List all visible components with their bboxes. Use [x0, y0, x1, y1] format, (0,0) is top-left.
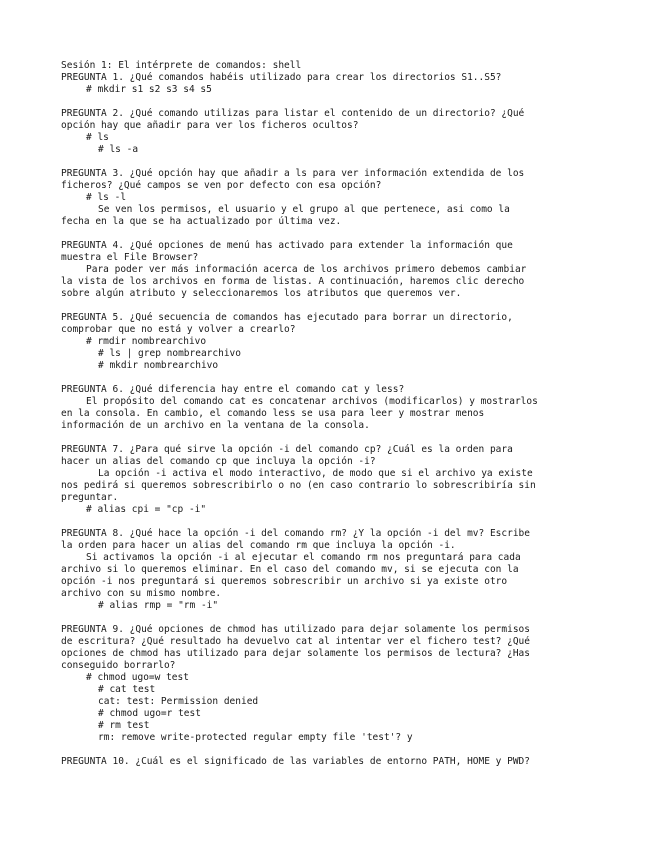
- command-line: # mkdir nombrearchivo: [98, 360, 219, 371]
- command-output: rm: remove write-protected regular empty file 'test'? y: [98, 732, 413, 743]
- question-9: [61, 624, 621, 744]
- question-1: [61, 72, 621, 96]
- command-line: # rmdir nombrearchivo: [86, 336, 207, 347]
- question-title: PREGUNTA 9. ¿Qué opciones de chmod has utilizado para dejar solamente los permisos: [61, 624, 530, 635]
- answer-text: en la consola. En cambio, el comando less se usa para leer y mostrar menos: [61, 408, 485, 419]
- question-title: PREGUNTA 6. ¿Qué diferencia hay entre el comando cat y less?: [61, 384, 405, 395]
- command-line: # ls -l: [86, 192, 127, 203]
- answer-text: Para poder ver más información acerca de los archivos primero debemos cambiar: [86, 264, 527, 275]
- answer-text: Si activamos la opción -i al ejecutar el comando rm nos preguntará para cada: [86, 552, 521, 563]
- command-line: # alias cpi = "cp -i": [86, 504, 207, 515]
- question-title: PREGUNTA 4. ¿Qué opciones de menú has activado para extender la información que: [61, 240, 513, 251]
- question-title: comprobar que no está y volver a crearlo?: [61, 324, 296, 335]
- question-title: opciones de chmod has utilizado para dejar solamente los permisos de lectura? ¿Has: [61, 648, 530, 659]
- question-title: ficheros? ¿Qué campos se ven por defecto con esa opción?: [61, 180, 382, 191]
- command-line: # cat test: [98, 684, 156, 695]
- question-title: hacer un alias del comando cp que incluya la opción -i?: [61, 456, 376, 467]
- page-header: Sesión 1: El intérprete de comandos: shell: [61, 60, 302, 71]
- question-title: PREGUNTA 7. ¿Para qué sirve la opción -i del comando cp? ¿Cuál es la orden para: [61, 444, 513, 455]
- question-title: muestra el File Browser?: [61, 252, 199, 263]
- question-title: PREGUNTA 3. ¿Qué opción hay que añadir a ls para ver información extendida de los: [61, 168, 525, 179]
- question-3: [61, 168, 621, 228]
- question-title: la orden para hacer un alias del comando rm que incluya la opción -i.: [61, 540, 456, 551]
- question-title: PREGUNTA 1. ¿Qué comandos habéis utilizado para crear los directorios S1..S5?: [61, 72, 502, 83]
- question-title: PREGUNTA 2. ¿Qué comando utilizas para listar el contenido de un directorio? ¿Qué: [61, 108, 525, 119]
- question-8: [61, 528, 621, 612]
- command-line: # ls: [86, 132, 109, 143]
- question-7: [61, 444, 621, 516]
- answer-text: La opción -i activa el modo interactivo, de modo que si el archivo ya existe: [98, 468, 533, 479]
- question-title: PREGUNTA 5. ¿Qué secuencia de comandos has ejecutado para borrar un directorio,: [61, 312, 513, 323]
- command-line: # mkdir s1 s2 s3 s4 s5: [86, 84, 212, 95]
- question-title: PREGUNTA 10. ¿Cuál es el significado de las variables de entorno PATH, HOME y PWD?: [61, 756, 530, 767]
- question-6: [61, 384, 621, 432]
- answer-text: información de un archivo en la ventana de la consola.: [61, 420, 370, 431]
- document-page: [61, 60, 621, 768]
- command-line: # chmod ugo=w test: [86, 672, 189, 683]
- answer-text: sobre algún atributo y seleccionaremos los atributos que queremos ver.: [61, 288, 462, 299]
- answer-text: preguntar.: [61, 492, 119, 503]
- question-10: [61, 756, 621, 768]
- command-line: # alias rmp = "rm -i": [98, 600, 219, 611]
- question-5: [61, 312, 621, 372]
- question-4: [61, 240, 621, 300]
- answer-text: opción -i nos preguntará si queremos sobrescribir un archivo si ya existe otro: [61, 576, 508, 587]
- answer-text: nos pedirá si queremos sobrescribirlo o no (en caso contrario lo sobrescribiría sin: [61, 480, 536, 491]
- command-line: # ls | grep nombrearchivo: [98, 348, 241, 359]
- answer-text: archivo con su mismo nombre.: [61, 588, 222, 599]
- command-line: # chmod ugo=r test: [98, 708, 201, 719]
- answer-text: fecha en la que se ha actualizado por última vez.: [61, 216, 342, 227]
- answer-text: Se ven los permisos, el usuario y el grupo al que pertenece, asi como la: [98, 204, 510, 215]
- question-title: PREGUNTA 8. ¿Qué hace la opción -i del comando rm? ¿Y la opción -i del mv? Escribe: [61, 528, 530, 539]
- question-2: [61, 108, 621, 156]
- question-title: de escritura? ¿Qué resultado ha devuelvo cat al intentar ver el fichero test? ¿Qué: [61, 636, 530, 647]
- command-output: cat: test: Permission denied: [98, 696, 259, 707]
- command-line: # ls -a: [98, 144, 139, 155]
- question-title: conseguido borrarlo?: [61, 660, 176, 671]
- answer-text: El propósito del comando cat es concatenar archivos (modificarlos) y mostrarlos: [86, 396, 538, 407]
- command-line: # rm test: [98, 720, 150, 731]
- answer-text: la vista de los archivos en forma de listas. A continuación, haremos clic derecho: [61, 276, 525, 287]
- answer-text: archivo si lo queremos eliminar. En el caso del comando mv, si se ejecuta con la: [61, 564, 519, 575]
- question-title: opción hay que añadir para ver los ficheros ocultos?: [61, 120, 359, 131]
